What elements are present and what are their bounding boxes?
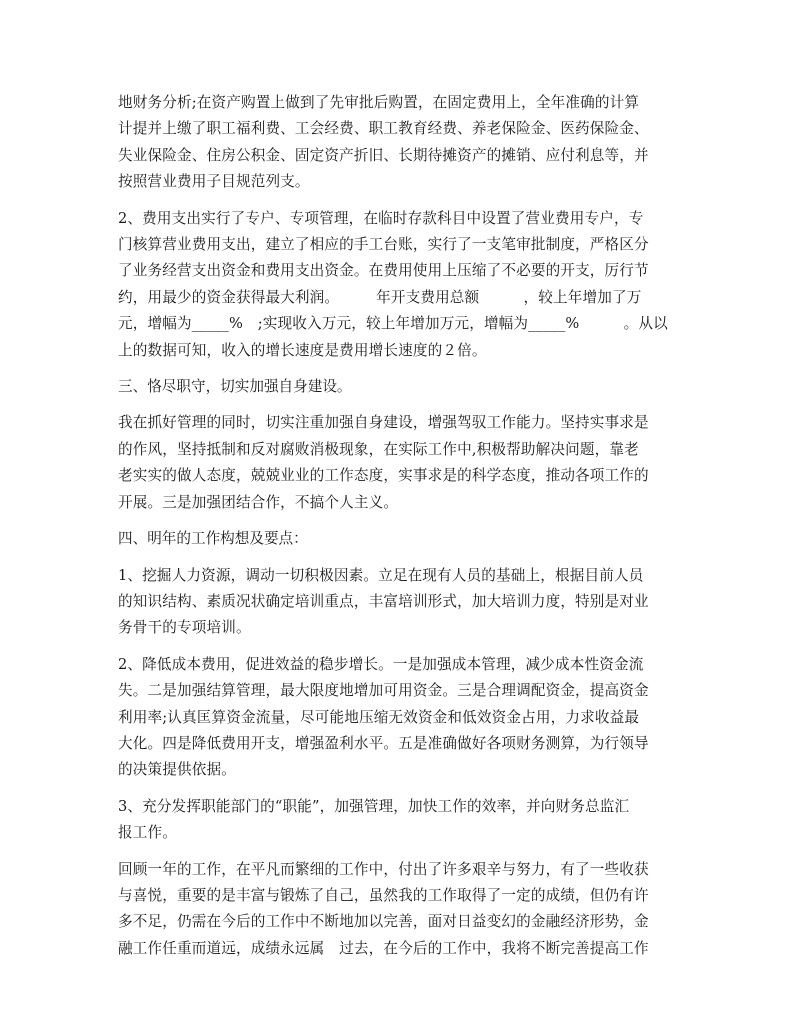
section-heading-next-year-plan [118, 526, 684, 552]
paragraph-human-resources [118, 563, 684, 642]
text-line: 失。二是加强结算管理，最大限度地增加可用资金。三是合理调配资金，提高资金 [118, 682, 649, 700]
text-line: 了业务经营支出资金和费用支出资金。在费用使用上压缩了不必要的开支，厉行节 [118, 262, 649, 280]
text-line: 约，用最少的资金获得最大利润。 年开支费用总额 ，较上年增加了万 [118, 288, 642, 306]
text-line: 利用率;认真匡算资金流量，尽可能地压缩无效资金和低效资金占用，力求收益最 [118, 708, 640, 726]
heading-text: 四、明年的工作构想及要点： [118, 530, 308, 548]
heading-text: 三、恪尽职守，切实加强自身建设。 [118, 378, 352, 396]
text-line: 门核算营业费用支出，建立了相应的手工台账，实行了一支笔审批制度，严格区分 [118, 236, 649, 254]
text-line: 元，增幅为_____% ;实现收入万元，较上年增加万元，增幅为_____% 。从以 [118, 315, 668, 333]
text-line: 的作风，坚持抵制和反对腐败消极现象，在实际工作中,积极帮助解决问题，靠老 [118, 440, 639, 458]
text-line: 回顾一年的工作，在平凡而繁细的工作中，付出了许多艰辛与努力，有了一些收获 [118, 860, 649, 878]
text-line: 1、挖掘人力资源，调动一切积极因素。立足在现有人员的基础上，根据目前人员 [118, 566, 644, 584]
text-line: 失业保险金、住房公积金、固定资产折旧、长期待摊资产的摊销、应付利息等，并 [118, 146, 649, 164]
text-line: 大化。四是降低费用开支，增强盈利水平。五是准确做好各项财务测算，为行领导 [118, 734, 649, 752]
paragraph-expense-management [118, 206, 684, 364]
paragraph-financial-analysis [118, 90, 684, 196]
text-line: 计提并上缴了职工福利费、工会经费、职工教育经费、养老保险金、医药保险金、 [118, 120, 649, 138]
text-line: 的知识结构、素质况状确定培训重点，丰富培训形式，加大培训力度，特别是对业 [118, 592, 649, 610]
text-line: 老实实的做人态度，兢兢业业的工作态度，实事求是的科学态度，推动各项工作的 [118, 467, 649, 485]
text-line: 按照营业费用子目规范列支。 [118, 173, 310, 191]
text-line: 的决策提供依据。 [118, 761, 236, 779]
text-line: 务骨干的专项培训。 [118, 619, 251, 637]
text-line: 我在抓好管理的同时，切实注重加强自身建设，增强驾驭工作能力。坚持实事求是 [118, 414, 649, 432]
text-line: 2、费用支出实行了专户、专项管理，在临时存款科目中设置了营业费用专户，专 [118, 209, 644, 227]
text-line: 3、充分发挥职能部门的“职能”，加强管理，加快工作的效率，并向财务总监汇 [118, 797, 630, 815]
paragraph-year-review [118, 857, 684, 963]
text-line: 与喜悦，重要的是丰富与锻炼了自己，虽然我的工作取得了一定的成绩，但仍有许 [118, 886, 649, 904]
text-line: 地财务分析;在资产购置上做到了先审批后购置，在固定费用上，全年准确的计算 [118, 94, 640, 111]
paragraph-cost-reduction [118, 652, 684, 784]
text-line: 报工作。 [118, 824, 177, 842]
text-line: 融工作任重而道远，成绩永远属 过去，在今后的工作中，我将不断完善提高工作 [118, 939, 649, 957]
text-line: 开展。三是加强团结合作，不搞个人主义。 [118, 493, 399, 511]
paragraph-self-building [118, 410, 684, 516]
document-page [118, 90, 684, 972]
text-line: 多不足，仍需在今后的工作中不断地加以完善，面对日益变幻的金融经济形势，金 [118, 913, 649, 931]
section-heading-self-building [118, 374, 684, 400]
paragraph-functional-departments [118, 794, 684, 847]
text-line: 2、降低成本费用，促进效益的稳步增长。一是加强成本管理，减少成本性资金流 [118, 655, 644, 673]
text-line: 上的数据可知，收入的增长速度是费用增长速度的２倍。 [118, 341, 487, 359]
